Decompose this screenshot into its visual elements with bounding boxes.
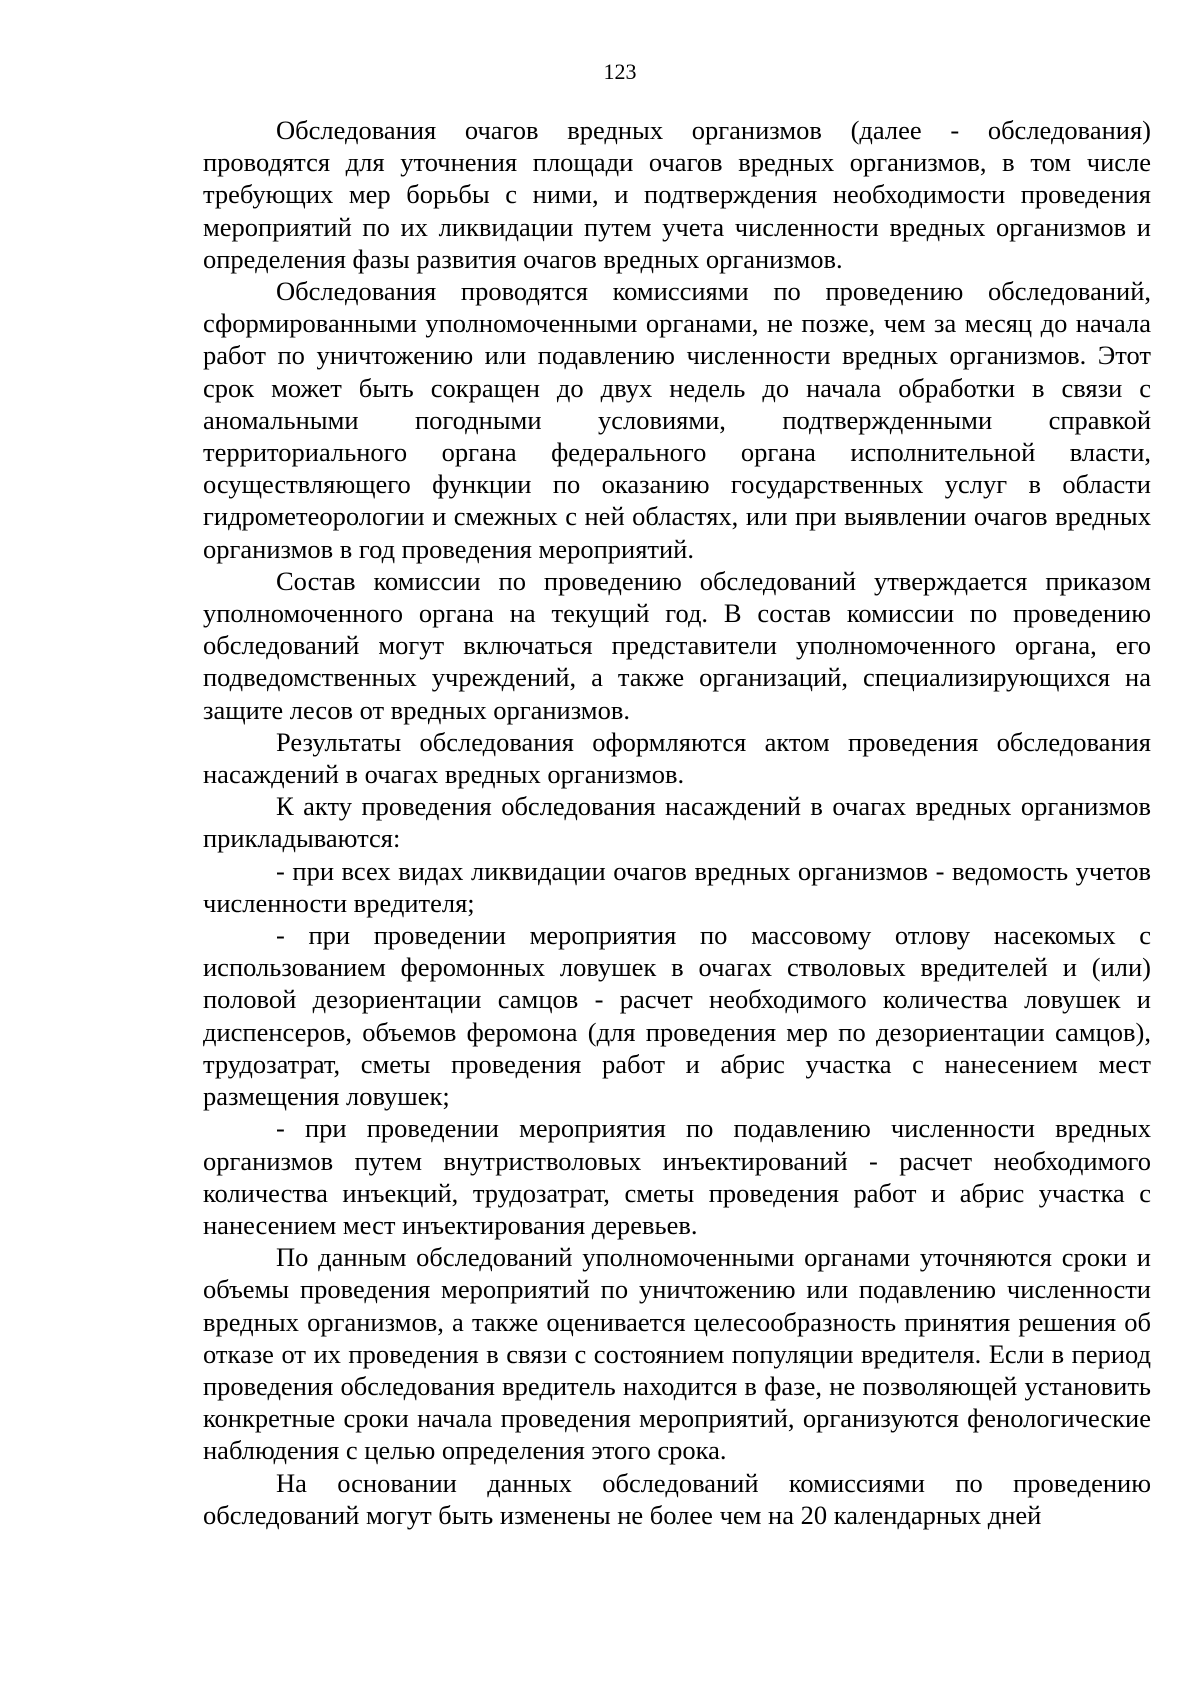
paragraph-survey-purpose: Обследования очагов вредных организмов (далее - обследования) проводятся для уточнения площади очагов вредных организмов, в том числе требующих мер борьбы с ними, и подтверждения необходимости проведения мероприятий по их ликвидации путем учета численности вредных организмов и определения фазы развития очагов вредных организмов.	[203, 115, 1151, 274]
list-item-all-liquidation: - при всех видах ликвидации очагов вредных организмов - ведомость учетов численности вредителя;	[203, 855, 1151, 918]
list-item-injections: - при проведении мероприятия по подавлению численности вредных организмов путем внутристволовых инъектирований - расчет необходимого количества инъекций, трудозатрат, сметы проведения работ и абрис участка с нанесением мест инъектирования деревьев.	[203, 1113, 1151, 1240]
paragraph-survey-data: По данным обследований уполномоченными органами уточняются сроки и объемы проведения мероприятий по уничтожению или подавлению численности вредных организмов, а также оценивается целесообразность принятия решения об отказе от их проведения в связи с состоянием популяции вредителя. Если в период проведения обследования вредитель находится в фазе, не позволяющей установить конкретные сроки начала проведения мероприятий, организуются фенологические наблюдения с целью определения этого срока.	[203, 1242, 1151, 1466]
paragraph-act-attachments: К акту проведения обследования насаждений в очагах вредных организмов прикладываются:	[203, 791, 1151, 854]
document-body	[203, 114, 1151, 1531]
paragraph-commission-composition: Состав комиссии по проведению обследований утверждается приказом уполномоченного органа на текущий год. В состав комиссии по проведению обследований могут включаться представители уполномоченного органа, его подведомственных учреждений, а также организаций, специализирующихся на защите лесов от вредных организмов.	[203, 565, 1151, 725]
paragraph-date-changes: На основании данных обследований комиссиями по проведению обследований могут быть изменены не более чем на 20 календарных дней	[203, 1467, 1151, 1530]
paragraph-survey-commissions: Обследования проводятся комиссиями по проведению обследований, сформированными уполномоченными органами, не позже, чем за месяц до начала работ по уничтожению или подавлению численности вредных организмов. Этот срок может быть сокращен до двух недель до начала обработки в связи с аномальными погодными условиями, подтвержденными справкой территориального органа федерального органа исполнительной власти, осуществляющего функции по оказанию государственных услуг в области гидрометеорологии и смежных с ней областях, или при выявлении очагов вредных организмов в год проведения мероприятий.	[203, 276, 1151, 564]
list-item-pheromone-traps: - при проведении мероприятия по массовому отлову насекомых с использованием феромонных ловушек в очагах стволовых вредителей и (или) половой дезориентации самцов - расчет необходимого количества ловушек и диспенсеров, объемов феромона (для проведения мер по дезориентации самцов), трудозатрат, сметы проведения работ и абрис участка с нанесением мест размещения ловушек;	[203, 920, 1151, 1112]
page-number: 123	[603, 59, 637, 84]
paragraph-survey-results: Результаты обследования оформляются актом проведения обследования насаждений в очагах вредных организмов.	[203, 726, 1151, 790]
